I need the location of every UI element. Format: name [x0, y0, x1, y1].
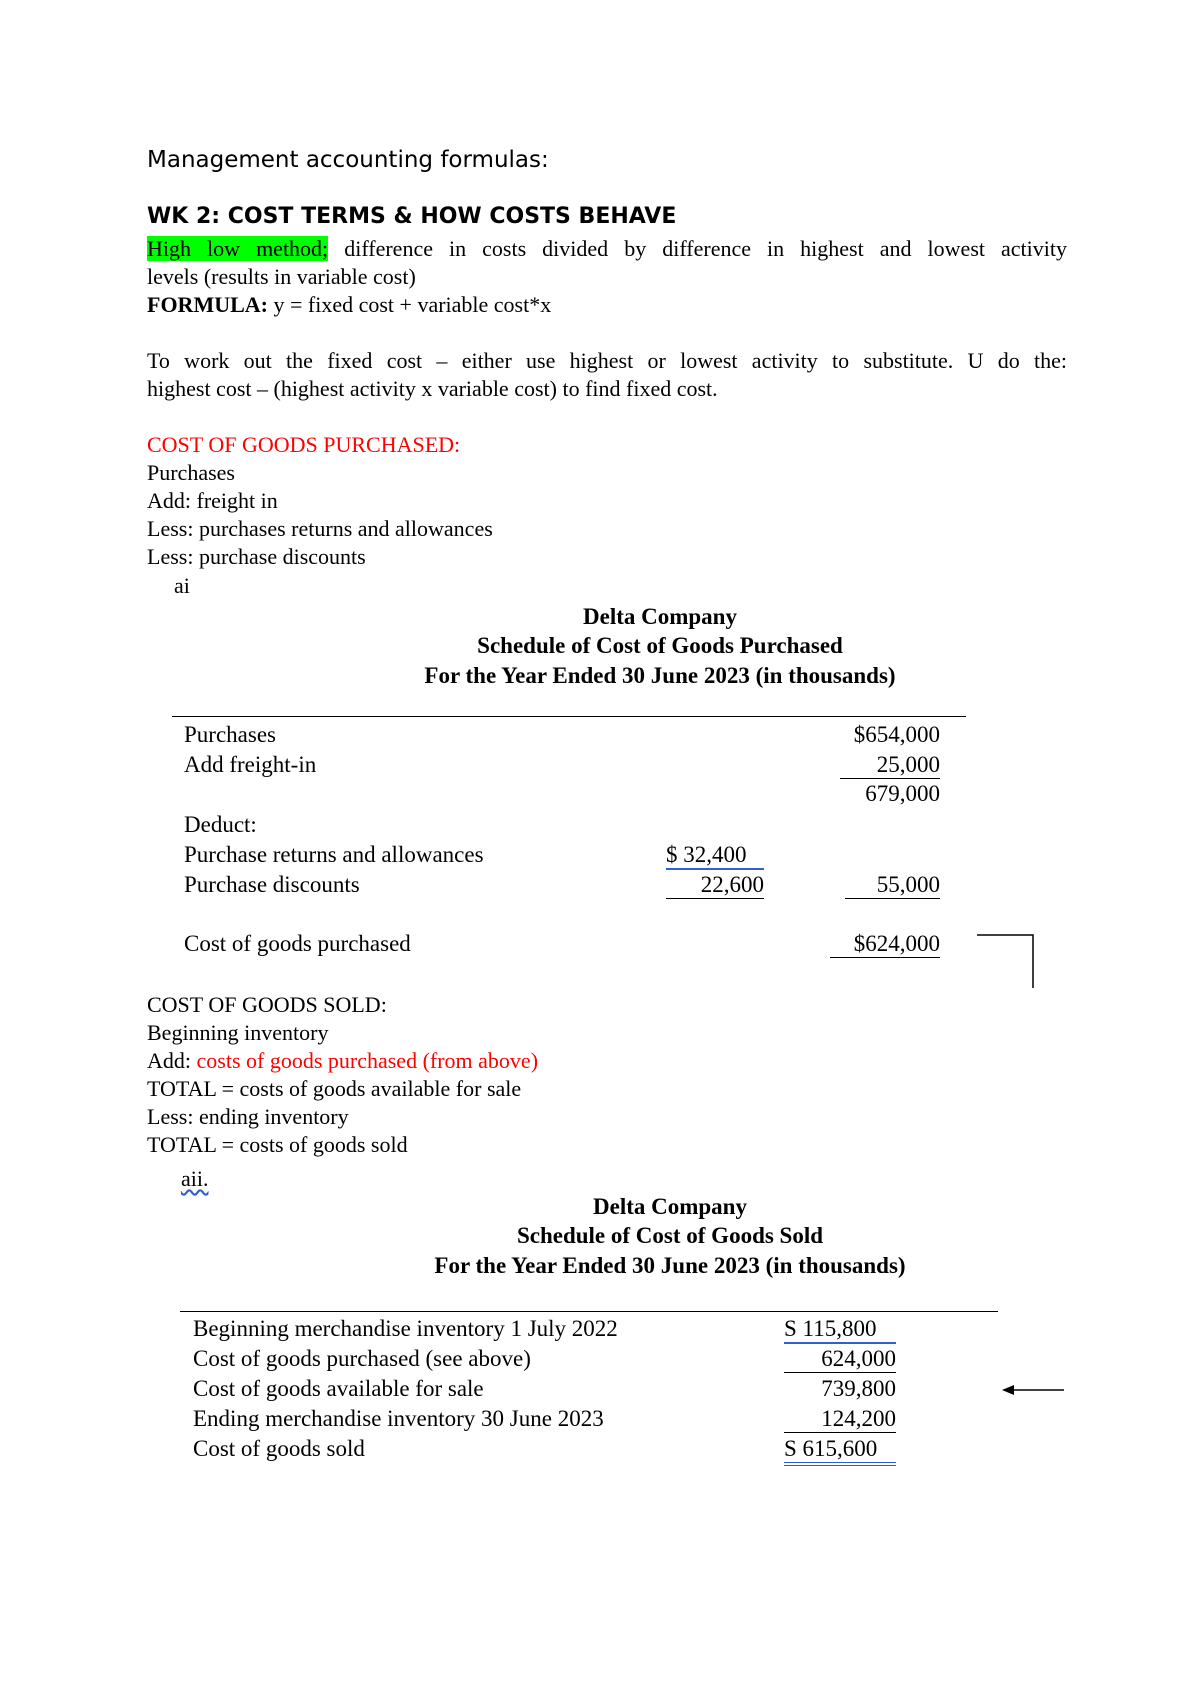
- fixed-cost-line1: To work out the fixed cost – either use highest or lowest activity to substitute. U do the:: [147, 348, 1067, 373]
- cogs-row-value: S 615,600: [784, 1436, 896, 1466]
- high-low-line1: [147, 236, 1067, 262]
- cogs-heading: COST OF GOODS SOLD:: [147, 992, 387, 1017]
- formula-line: [147, 292, 551, 318]
- arrow-left-icon: [1000, 1380, 1070, 1400]
- discounts-label: Purchase discounts: [184, 872, 360, 897]
- subtotal-value: 679,000: [865, 781, 940, 806]
- cogs-row-label: Beginning merchandise inventory 1 July 2022: [193, 1316, 618, 1341]
- cogs-row-value: 624,000: [784, 1346, 896, 1373]
- freight-label: Add freight-in: [184, 752, 317, 777]
- fixed-cost-line2: highest cost – (highest activity x variable cost) to find fixed cost.: [147, 376, 718, 401]
- cogp-step-3: Less: purchases returns and allowances: [147, 516, 493, 541]
- cogs-step-2-prefix: Add:: [147, 1048, 191, 1073]
- marker-ai: ai: [174, 573, 190, 598]
- cogs-step-2: [147, 1048, 538, 1074]
- cogs-row-value: S 115,800: [784, 1316, 896, 1344]
- cogp-table-period: For the Year Ended 30 June 2023 (in thousands): [424, 663, 896, 688]
- returns-value: $ 32,400: [666, 842, 764, 870]
- cogs-row-label: Cost of goods available for sale: [193, 1376, 484, 1401]
- returns-label: Purchase returns and allowances: [184, 842, 484, 867]
- cogs-table-rule: [180, 1311, 998, 1312]
- cogs-step-2-note: costs of goods purchased (from above): [196, 1048, 539, 1073]
- purchases-value: $654,000: [853, 722, 940, 747]
- cogs-step-1: Beginning inventory: [147, 1020, 329, 1045]
- freight-value: 25,000: [840, 752, 940, 779]
- cogs-table-title: Schedule of Cost of Goods Sold: [516, 1223, 824, 1248]
- cogs-row-label: Cost of goods purchased (see above): [193, 1346, 531, 1371]
- formula-text: y = fixed cost + variable cost*x: [273, 292, 552, 317]
- cogp-table-rule: [172, 716, 966, 717]
- week-heading: WK 2: COST TERMS & HOW COSTS BEHAVE: [147, 204, 677, 229]
- cogs-table-period: For the Year Ended 30 June 2023 (in thousands): [434, 1253, 906, 1278]
- marker-aii-text: aii.: [181, 1166, 209, 1191]
- purchases-label: Purchases: [184, 722, 276, 747]
- deduct-label: Deduct:: [184, 812, 257, 837]
- high-low-line2: levels (results in variable cost): [147, 264, 416, 289]
- cogs-step-3: TOTAL = costs of goods available for sale: [147, 1076, 522, 1101]
- high-low-definition: difference in costs divided by difference in highest and lowest activity: [344, 236, 1068, 261]
- cogs-step-4: Less: ending inventory: [147, 1104, 349, 1129]
- marker-aii: [181, 1166, 209, 1192]
- deduct-total-value: 55,000: [845, 872, 940, 899]
- cogp-heading: COST OF GOODS PURCHASED:: [147, 432, 461, 457]
- discounts-value: 22,600: [666, 872, 764, 899]
- cogs-row-value: 739,800: [821, 1376, 896, 1401]
- page-title: Management accounting formulas:: [147, 147, 549, 173]
- cogp-step-4: Less: purchase discounts: [147, 544, 366, 569]
- cogp-table-title: Schedule of Cost of Goods Purchased: [477, 633, 843, 658]
- formula-label: FORMULA:: [147, 292, 268, 317]
- cogp-total-label: Cost of goods purchased: [184, 931, 411, 956]
- cogs-row-label: Cost of goods sold: [193, 1436, 365, 1461]
- high-low-term: High low method;: [147, 236, 329, 261]
- cogs-row-value: 124,200: [784, 1406, 896, 1433]
- cogs-step-5: TOTAL = costs of goods sold: [147, 1132, 408, 1157]
- cogp-step-1: Purchases: [147, 460, 235, 485]
- cogs-table-company: Delta Company: [593, 1194, 747, 1219]
- bracket-connector-line: [975, 930, 1035, 990]
- cogp-step-2: Add: freight in: [147, 488, 278, 513]
- cogs-row-label: Ending merchandise inventory 30 June 2023: [193, 1406, 604, 1431]
- cogp-table-company: Delta Company: [583, 604, 737, 629]
- cogp-total-value: $624,000: [830, 931, 940, 958]
